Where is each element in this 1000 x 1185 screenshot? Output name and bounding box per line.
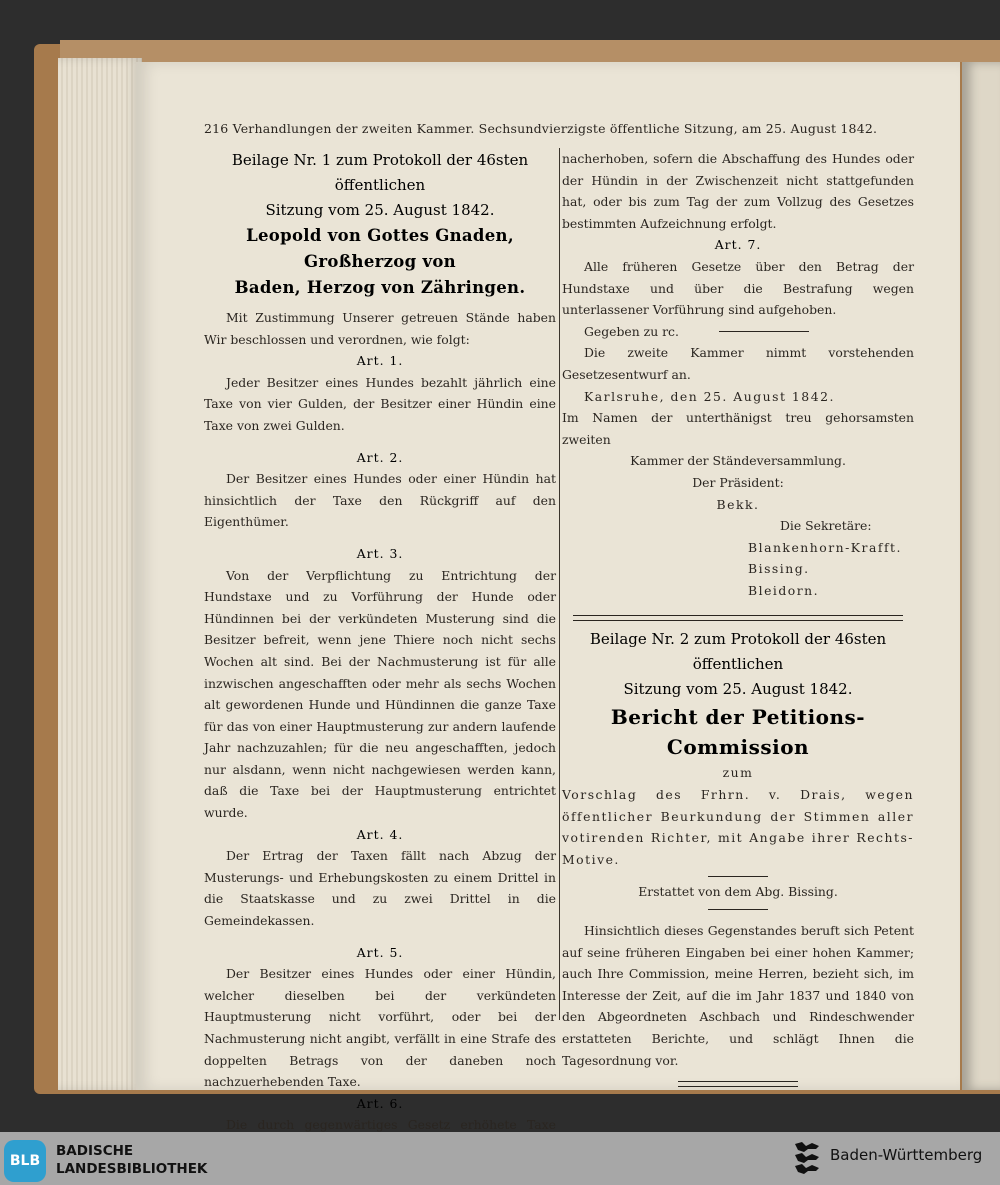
beilage-2-heading-line2: Sitzung vom 25. August 1842. <box>623 680 853 699</box>
decree-title-line2: Baden, Herzog von Zähringen. <box>234 278 526 297</box>
beilage-1-heading-line1: Beilage Nr. 1 zum Protokoll der 46sten öffentlichen <box>231 151 529 194</box>
blb-logo[interactable]: BLB <box>4 1140 46 1182</box>
facing-page-edge <box>962 62 1000 1090</box>
article-4-text: Der Ertrag der Taxen fällt nach Abzug der Musterungs- und Erhebungskosten zu einem Drittel in die Staatskasse und zu zwei Drittel in die Gemeindekassen. <box>204 848 556 929</box>
article-2-heading: Art. 2. <box>356 449 404 465</box>
section-double-rule <box>573 615 903 621</box>
given-line <box>562 321 914 343</box>
end-double-rule <box>678 1081 798 1087</box>
secretary-2: Bissing. <box>748 561 810 577</box>
report-author: Erstattet von dem Abg. Bissing. <box>638 884 838 900</box>
right-column <box>562 148 914 1087</box>
article-3-heading: Art. 3. <box>356 545 404 561</box>
author-rule <box>708 909 768 910</box>
article-1-heading: Art. 1. <box>356 353 404 369</box>
beilage-1-heading-line2: Sitzung vom 25. August 1842. <box>265 201 495 219</box>
article-4-heading: Art. 4. <box>356 826 404 842</box>
secretaries-label: Die Sekretäre: <box>780 518 872 534</box>
secretary-3: Bleidorn. <box>748 582 820 598</box>
running-header: 216 Verhandlungen der zweiten Kammer. Sechsundvierzigste öffentliche Sitzung, am 25. August 1842. <box>204 121 878 136</box>
article-5-text: Der Besitzer eines Hundes oder einer Hündin, welcher dieselben bei der verkündeten Hauptmusterung nicht vorführt, oder bei der Nachmusterung nicht angibt, verfällt in eine Strafe des doppelten Betrags von der daneben noch nachzuerhebenden Taxe. <box>204 966 556 1090</box>
secretary-1: Blankenhorn-Krafft. <box>748 539 902 555</box>
article-6-heading: Art. 6. <box>356 1095 404 1111</box>
beilage-2-heading-line1: Beilage Nr. 2 zum Protokoll der 46sten öffentlichen <box>589 630 887 674</box>
chamber-approval: Die zweite Kammer nimmt vorstehenden Gesetzesentwurf an. <box>562 345 914 382</box>
article-1-text: Jeder Besitzer eines Hundes bezahlt jährlich eine Taxe von vier Gulden, der Besitzer einer Hündin eine Taxe von zwei Gulden. <box>204 374 556 433</box>
footer-bar <box>0 1132 1000 1185</box>
on-behalf-line2: Kammer der Ständeversammlung. <box>630 453 846 469</box>
library-name[interactable] <box>56 1142 207 1178</box>
lion-icon[interactable] <box>792 1140 822 1176</box>
place-date: Karlsruhe, den 25. August 1842. <box>584 388 835 404</box>
article-6-continuation: nacherhoben, sofern die Abschaffung des Hundes oder der Hündin in der Zwischenzeit nicht stattgefunden hat, oder bis zum Tag der zum Vollzug des Gesetzes bestimmten Aufzeichnung erfolgt. <box>562 151 914 231</box>
on-behalf-line1: Im Namen der unterthänigst treu gehorsamsten zweiten <box>562 410 914 447</box>
president-label: Der Präsident: <box>692 474 784 490</box>
left-column <box>204 148 556 1179</box>
decree-intro: Mit Zustimmung Unserer getreuen Stände haben Wir beschlossen und verordnen, wie folgt: <box>204 310 556 347</box>
president-name: Bekk. <box>716 496 760 512</box>
article-3-text: Von der Verpflichtung zu Entrichtung der Hundstaxe und zu Vorführung der Hunde oder Hündinnen bei der verkündeten Musterung sind die Besitzer befreit, wenn jene Thiere noch nicht sechs Wochen alt sind. Bei der Nachmusterung ist für alle inzwischen angeschafften oder mehr als sechs Wochen alt gewordenen Hunde und Hündinnen die ganze Taxe für das von einer Hauptmusterung zur andern laufende Jahr nachzuzahlen; für die neu angeschafften, jedoch nur alsdann, wenn nicht nachgewiesen werden kann, daß die Taxe bei der Hauptmusterung entrichtet wurde. <box>204 567 556 821</box>
report-title: Bericht der Petitions-Commission <box>610 705 866 760</box>
report-body: Hinsichtlich dieses Gegenstandes beruft sich Petent auf seine früheren Eingaben bei einer hohen Kammer; auch Ihre Commission, meine Herren, bezieht sich, im Interesse der Zeit, auf die im Jahr 1837 und 1840 von den Abgeordneten Aschbach und Rindeschwender erstatteten Berichte, und schlägt Ihnen die Tagesordnung vor. <box>562 923 914 1068</box>
library-name-line2: LANDESBIBLIOTHEK <box>56 1161 208 1177</box>
article-7-heading: Art. 7. <box>714 237 762 253</box>
article-5-heading: Art. 5. <box>356 944 404 960</box>
given-rule <box>719 331 809 332</box>
library-name-line1: BADISCHE <box>56 1143 134 1159</box>
page-edges <box>58 58 142 1090</box>
given-text: Gegeben zu rc. <box>584 323 679 339</box>
decree-title-line1: Leopold von Gottes Gnaden, Großherzog von <box>246 226 514 271</box>
subject-rule <box>708 876 768 877</box>
article-7-text: Alle früheren Gesetze über den Betrag der Hundstaxe und über die Bestrafung wegen unterlassener Vorführung sind aufgehoben. <box>562 258 914 318</box>
report-subject: Vorschlag des Frhrn. v. Drais, wegen öffentlicher Beurkundung der Stimmen aller votirenden Richter, mit Angabe ihrer Rechts-Motive. <box>562 787 914 867</box>
state-name[interactable]: Baden-Württemberg <box>830 1146 983 1164</box>
report-zum: zum <box>722 765 754 781</box>
article-6-text: Die durch gegenwärtiges Gesetz erhöhete Taxe <box>226 1117 556 1133</box>
column-divider <box>559 148 560 1020</box>
book-top-edge <box>60 40 1000 62</box>
article-2-text: Der Besitzer eines Hundes oder einer Hündin hat hinsichtlich der Taxe den Rückgriff auf den Eigenthümer. <box>204 471 556 530</box>
